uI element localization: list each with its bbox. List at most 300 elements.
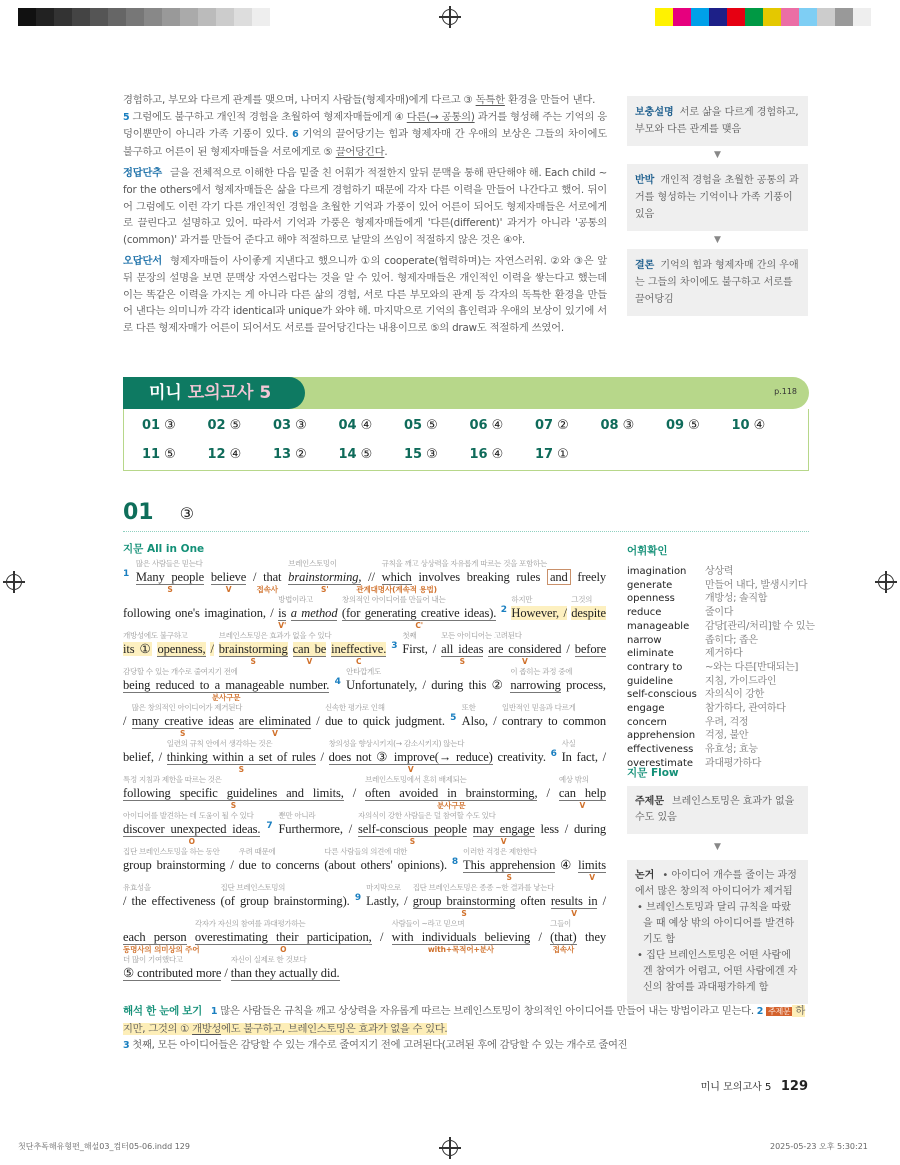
passage-text: / xyxy=(546,786,550,800)
grammar-role-label: 분사구문 xyxy=(211,693,241,702)
passage-segment xyxy=(577,570,606,584)
vocab-word: overestimate xyxy=(627,757,694,769)
korean-gloss: 더 많이 기여했다고 xyxy=(123,955,183,964)
passage-text: freely xyxy=(577,570,606,584)
grammar-role-label: S xyxy=(506,873,512,882)
passage-text: all ideas xyxy=(441,642,484,656)
passage-segment xyxy=(550,919,577,954)
vocab-list xyxy=(627,565,815,771)
passage-segment xyxy=(571,595,606,620)
passage-segment xyxy=(550,894,598,918)
answer-number: 16 xyxy=(469,447,488,462)
passage-segment xyxy=(328,739,493,774)
passage-segment xyxy=(566,642,569,656)
vocab-item xyxy=(627,702,807,716)
passage-text: process, xyxy=(566,678,606,692)
passage-text: ⑤ contributed more xyxy=(123,966,222,980)
passage-segment xyxy=(366,883,408,908)
passage-text: / xyxy=(379,930,384,944)
passage-segment xyxy=(578,858,607,882)
banner-title xyxy=(123,377,305,409)
passage-segment xyxy=(521,894,546,908)
passage-text: brainstorming, xyxy=(288,570,362,584)
passage-segment xyxy=(603,894,606,908)
passage-text: limits xyxy=(578,858,607,872)
slug-filename: 첫단추독해유형편_해설03_컴터05-06.indd 129 xyxy=(18,1142,190,1151)
korean-gloss: 각자가 자신의 참여를 과대평가하는 xyxy=(194,919,306,928)
grayscale-registration-bar xyxy=(18,8,270,26)
side-flow-top xyxy=(627,96,808,316)
vocab-item xyxy=(627,716,807,730)
wrong-answer-text: 형제자매들이 사이좋게 지낸다고 했으니까 ①의 cooperate(협력하며)는 자연스러워. ②와 ③은 앞뒤 문장의 설명을 보면 문맥상 자연스럽다는 것을 알 수 있어. 형제자매들은 개인적인 이력을 쌓는다고 했는데 이는 똑같은 이력을 가지는 게 아니라 다른 삶의 경험, 서로 다른 부모와의 관계 등 각자의 독특한 환경을 만들어 낸다는 의미니까 각각 identical과 unique가 와야 해. 마지막으로 기억의 흡인력과 우애의 보상이 있기에 서로 다른 형제자매가 어른이 되어서도 서로를 끌어당긴다는 내용이므로 ⑤의 draw도 적절하게 쓰였어. xyxy=(123,255,607,334)
passage-segment xyxy=(461,703,497,728)
answer-choice: ⑤ xyxy=(426,418,438,433)
answer-item xyxy=(470,418,536,441)
answer-choice: ② xyxy=(295,447,307,462)
passage-segment xyxy=(561,739,607,764)
sentence-number: 3 xyxy=(123,1040,130,1051)
passage-text: can help xyxy=(558,786,606,800)
passage-text: openness, xyxy=(157,642,206,656)
question-answer: ③ xyxy=(179,504,194,523)
passage-line xyxy=(123,703,606,739)
answer-number: 05 xyxy=(404,418,423,433)
wrong-answer-hint xyxy=(123,253,607,336)
flow-label: 결론 xyxy=(635,260,655,271)
wrong-answer-label: 오답단서 xyxy=(123,255,162,268)
answer-item xyxy=(404,418,470,441)
grammar-role-label: S xyxy=(459,657,465,666)
vocab-item xyxy=(627,647,807,661)
korean-gloss: 하지만 xyxy=(511,595,533,604)
text: 환경을 만들어 낸다. xyxy=(504,94,596,106)
sentence-number: 5 xyxy=(450,712,457,723)
passage-line xyxy=(123,811,606,847)
passage-segment xyxy=(324,703,445,728)
answer-choice: ③ xyxy=(164,418,176,433)
passage-text: many creative ideas xyxy=(131,714,234,728)
sentence-number: 1 xyxy=(210,1006,218,1017)
passage-segment xyxy=(365,775,538,810)
passage-text: Lastly, / xyxy=(366,894,408,908)
korean-gloss: 브레인스토밍이 xyxy=(288,559,337,568)
passage-text: / the effectiveness xyxy=(123,894,216,908)
grammar-role-label: 접속사 xyxy=(552,945,575,954)
passage-segment xyxy=(341,595,497,630)
sentence-number: 2 xyxy=(500,604,507,615)
answer-choice: ① xyxy=(557,447,569,462)
korean-gloss: 사실 xyxy=(561,739,576,748)
vocab-item xyxy=(627,675,807,689)
flow-label: 반박 xyxy=(635,175,655,186)
passage-text: self-conscious people xyxy=(358,822,467,836)
passage-flow xyxy=(627,786,808,1004)
passage-segment xyxy=(441,631,522,666)
korean-gloss: 일반적인 믿음과 다르게 xyxy=(501,703,576,712)
vocab-meaning: 상상력 xyxy=(705,566,734,577)
vocab-word: eliminate xyxy=(627,648,674,660)
underlined-word: 독특한 xyxy=(475,94,505,106)
passage-text: following one's imagination, / xyxy=(123,606,274,620)
passage-text: its ① xyxy=(123,642,153,656)
sentence-number: 7 xyxy=(266,820,273,831)
passage-segment xyxy=(123,750,162,764)
passage-text: involves breaking rules xyxy=(418,570,541,584)
passage-segment xyxy=(123,955,222,980)
passage-text: / xyxy=(316,714,320,728)
flow-label: 논거 xyxy=(635,870,655,881)
korean-gloss: 신속한 평가로 인해 xyxy=(324,703,385,712)
passage-text: results in xyxy=(550,894,598,908)
korean-gloss: 많은 창의적인 아이디어가 제거된다 xyxy=(131,703,243,712)
answer-hint-text: 글을 전체적으로 이해한 다음 밑줄 친 어휘가 적절한지 앞뒤 문맥을 통해 판단해야 해. Each child ~ for the others에서 형제자매들은 삶을 다르게 경험하기 때문에 각자 다른 이력을 만들어 나간다고 했어. 뒤이어 그럼에도 이런 각기 다른 개인적인 경험을 초월한 기억과 가풍이 있어 어른이 되어도 형제자매들은 서로에게로 끌린다고 설명하고 있어. 따라서 기억과 가풍은 형제자매들에게 '다른(different)' 과거가 아니라 '공통의(common)' 과거를 만들어 준다고 해야 적절하므로 낱말의 쓰임이 적절하지 않은 것은 ④야. xyxy=(123,167,607,246)
korean-gloss: 뿐만 아니라 xyxy=(278,811,316,820)
sentence-number: 8 xyxy=(451,856,459,867)
passage-text: each person xyxy=(123,930,187,944)
answer-hint-label: 정답단추 xyxy=(123,167,162,180)
answer-item xyxy=(732,418,798,441)
passage-text: This apprehension xyxy=(463,858,556,872)
passage-text: Furthermore, / xyxy=(278,822,353,836)
registration-crosshair-icon xyxy=(878,574,894,590)
passage-text: before xyxy=(574,642,607,656)
underlined-word: 다른(→ 공통의) xyxy=(406,110,475,123)
passage-text: and xyxy=(547,569,571,585)
korean-gloss: 자의식이 강한 사람들은 덜 참여할 수도 있다 xyxy=(358,811,496,820)
passage-text: during this ② xyxy=(431,678,505,692)
grammar-role-label: V xyxy=(407,765,414,774)
korean-gloss: 규칙을 깨고 상상력을 자유롭게 따르는 것을 포함하는 xyxy=(381,559,547,568)
flow-box-rebuttal xyxy=(627,164,808,231)
interpretation-label: 해석 한 눈에 보기 xyxy=(123,1005,202,1017)
passage-text: / xyxy=(538,930,542,944)
passage-segment xyxy=(541,822,607,836)
passage-segment xyxy=(402,631,437,656)
passage-segment xyxy=(547,570,571,584)
passage-segment xyxy=(501,703,607,728)
passage-segment xyxy=(123,606,274,620)
flow-text: 기억의 힘과 형제자매 간의 우애는 그들의 차이에도 불구하고 서로를 끌어당김 xyxy=(635,260,799,305)
passage-text: belief, / xyxy=(123,750,162,764)
korean-gloss: 그것의 xyxy=(571,595,593,604)
answer-number: 06 xyxy=(469,418,488,433)
passage-text: can be xyxy=(292,642,327,656)
passage-segment xyxy=(546,786,549,800)
grammar-role-label: V xyxy=(571,909,578,918)
answer-item xyxy=(535,418,601,441)
passage-segment xyxy=(331,642,387,666)
vocab-item xyxy=(627,743,807,757)
korean-gloss: 첫째 xyxy=(402,631,417,640)
passage-text: they xyxy=(584,930,607,944)
answer-number: 03 xyxy=(273,418,292,433)
grammar-role-label: S xyxy=(409,837,416,846)
korean-gloss: 브레인스토밍은 효과가 없을 수 있다 xyxy=(218,631,332,640)
dotted-divider xyxy=(123,531,809,532)
passage-segment xyxy=(324,847,447,872)
passage-text: group brainstorming xyxy=(412,894,516,908)
answer-key-grid xyxy=(123,409,809,471)
korean-gloss: 마지막으로 xyxy=(366,883,401,892)
passage-text: being reduced to a manageable number. xyxy=(123,678,330,692)
passage-segment xyxy=(585,930,606,944)
answer-number: 02 xyxy=(207,418,226,433)
mini-test-banner xyxy=(123,377,809,409)
explanation-section xyxy=(123,92,607,336)
question-number: 01 xyxy=(123,500,154,525)
korean-gloss: 우려 때문에 xyxy=(238,847,276,856)
text: 기억의 끌어당기는 힘과 형제자매 간 우애의 보상은 그들의 차이에도 불구하고 어른이 된 형제자매들을 서로에게로 ⑤ xyxy=(123,128,607,158)
grammar-role-label: 동명사의 의미상의 주어 xyxy=(123,945,200,954)
flow-bullet: 아이디어 개수를 줄이는 과정에서 많은 창의적 아이디어가 제거됨 xyxy=(635,870,797,897)
passage-segment xyxy=(194,919,372,954)
korean-gloss: 감당할 수 있는 개수로 줄여지기 전에 xyxy=(123,667,238,676)
flow-topic-box xyxy=(627,786,808,834)
korean-gloss: 사람들이 ~라고 믿으며 xyxy=(391,919,465,928)
korean-gloss: 많은 사람들은 믿는다 xyxy=(135,559,203,568)
banner-title-b: 모의고사 5 xyxy=(187,383,272,403)
registration-crosshair-icon xyxy=(6,574,22,590)
passage-segment xyxy=(488,642,562,666)
flow-box-conclusion xyxy=(627,249,808,316)
passage-text: despite xyxy=(571,606,606,620)
grammar-role-label: O xyxy=(188,837,195,846)
grammar-role-label: 관계대명사(계속적 용법) xyxy=(356,585,437,594)
flow-text: 개인적 경험을 초월한 공통의 과거를 형성하는 기억이나 가족 기풍이 있음 xyxy=(635,175,799,220)
answer-number: 04 xyxy=(338,418,357,433)
passage-segment xyxy=(368,570,375,584)
passage-line xyxy=(123,919,606,955)
page-reference: p.118 xyxy=(774,387,797,396)
sentence-number: 6 xyxy=(550,748,557,759)
passage-text: / that xyxy=(252,570,282,584)
korean-gloss: 일련의 규칙 안에서 생각하는 것은 xyxy=(166,739,273,748)
answer-number: 01 xyxy=(142,418,161,433)
passage-text: ④ xyxy=(560,858,574,872)
sentence-3: 첫째, 모든 아이디어들은 감당할 수 있는 개수로 줄여지기 전에 고려된다(고려된 후에 감당할 수 있는 개수로 줄여진 xyxy=(132,1039,628,1051)
korean-gloss: 집단 브레인스토밍을 하는 동안 xyxy=(123,847,220,856)
passage-segment xyxy=(291,606,338,620)
passage-segment xyxy=(538,930,541,944)
passage-line xyxy=(123,631,606,667)
answer-number: 15 xyxy=(404,447,423,462)
down-arrow-icon: ▼ xyxy=(714,150,721,160)
answer-number: 12 xyxy=(207,447,226,462)
grammar-role-label: 분사구문 xyxy=(436,801,466,810)
passage-segment xyxy=(575,642,606,656)
interpretation xyxy=(123,1003,808,1055)
grammar-role-label: C' xyxy=(415,621,423,630)
passage-text: often xyxy=(520,894,546,908)
passage-segment xyxy=(123,775,344,810)
sentence-number: 6 xyxy=(292,129,299,141)
passage-text: creativity. xyxy=(497,750,546,764)
answer-number: 11 xyxy=(142,447,161,462)
passage-text: brainstorming xyxy=(218,642,288,656)
sentence-number: 9 xyxy=(354,892,361,903)
passage-text: less / during xyxy=(540,822,607,836)
explanation-paragraph xyxy=(123,92,607,160)
korean-gloss: 브레인스토밍에서 흔히 배제되는 xyxy=(365,775,467,784)
grammar-role-label: V xyxy=(522,657,528,666)
answer-choice: ④ xyxy=(753,418,766,433)
korean-gloss: 방법이라고 xyxy=(278,595,313,604)
grammar-role-label: S xyxy=(230,801,237,810)
passage-line xyxy=(123,847,606,883)
passage-text: may engage xyxy=(472,822,535,836)
passage-segment xyxy=(166,739,316,774)
vocab-meaning: 좁히다; 좁은 xyxy=(705,634,758,646)
vocab-meaning: 개방성; 솔직함 xyxy=(705,593,768,605)
passage-segment xyxy=(123,883,216,908)
answer-choice: ④ xyxy=(229,447,242,462)
passage-text: due to quick judgment. xyxy=(324,714,445,728)
passage-text: (about others' opinions). xyxy=(324,858,447,872)
korean-gloss: 다른 사람들의 의견에 대한 xyxy=(324,847,407,856)
answer-item xyxy=(142,447,208,470)
passage-text: contrary to common xyxy=(501,714,607,728)
vocab-word: reduce xyxy=(627,607,662,619)
passage-text: are considered xyxy=(488,642,562,656)
vocab-meaning: 만들어 내다, 발생시키다 xyxy=(705,579,808,591)
passage-text: with individuals believing xyxy=(391,930,531,944)
passage-segment xyxy=(131,703,243,738)
passage-text: // xyxy=(368,570,375,584)
passage-text: believe xyxy=(210,570,247,584)
vocab-meaning: 참가하다, 관여하다 xyxy=(705,703,786,715)
passage-line xyxy=(123,667,606,703)
passage-segment xyxy=(472,822,535,846)
passage-text: In fact, / xyxy=(561,750,607,764)
flow-label: 주제문 xyxy=(635,796,664,807)
grammar-role-label: V xyxy=(306,657,313,666)
grammar-role-label: 접속사 xyxy=(256,585,278,594)
answer-item xyxy=(666,418,732,441)
flow-box-supplement xyxy=(627,96,808,146)
passage-segment xyxy=(123,667,330,702)
vocab-word: self-conscious xyxy=(627,689,697,701)
flow-bullet: 브레인스토밍과 달리 규칙을 따랐을 때 예상 밖의 아이디어를 발견하기도 함 xyxy=(643,902,795,945)
passage-segment xyxy=(320,750,323,764)
passage-segment xyxy=(463,847,556,882)
vocab-meaning: 감당[관리/처리]할 수 있는 xyxy=(705,620,815,632)
down-arrow-icon: ▼ xyxy=(714,842,721,852)
grammar-role-label: V xyxy=(500,837,507,846)
passage-line xyxy=(123,595,606,631)
answer-choice: ⑤ xyxy=(360,447,373,462)
passage-segment xyxy=(511,595,567,620)
vocab-item xyxy=(627,688,807,702)
flow-label: 보충설명 xyxy=(635,107,674,118)
korean-gloss: 또한 xyxy=(461,703,476,712)
answer-choice: ③ xyxy=(426,447,438,462)
answer-choice: ⑤ xyxy=(164,447,176,462)
answer-number: 09 xyxy=(666,418,685,433)
answer-item xyxy=(339,418,405,441)
vocab-word: openness xyxy=(627,593,675,605)
answer-item xyxy=(142,418,208,441)
passage-text: / xyxy=(123,714,127,728)
passage-segment xyxy=(278,811,353,836)
grammar-role-label: V xyxy=(225,585,232,594)
answer-number: 10 xyxy=(731,418,750,433)
passage-text: (for generating creative ideas). xyxy=(341,606,497,620)
korean-gloss: 안타깝게도 xyxy=(346,667,381,676)
vocab-meaning: 유효성; 효능 xyxy=(705,744,758,756)
passage-segment xyxy=(358,811,496,846)
passage-line xyxy=(123,955,606,991)
vocab-meaning: 지침, 가이드라인 xyxy=(705,675,777,687)
korean-gloss: 개방성에도 불구하고 xyxy=(123,631,188,640)
korean-gloss: 예상 밖의 xyxy=(558,775,589,784)
passage-segment xyxy=(558,775,606,810)
text: 과거를 형성해 주는 기억의 응덩이뿐만이 아니라 가족 기풍이 있다. xyxy=(123,110,607,141)
passage-text: following specific guidelines and limits, xyxy=(123,786,344,800)
passage-text: than they actually did. xyxy=(230,966,340,980)
answer-choice: ④ xyxy=(491,447,504,462)
passage-segment xyxy=(123,847,234,872)
underlined-word: 개방성 xyxy=(192,1022,222,1035)
answer-number: 17 xyxy=(535,447,554,462)
vocab-meaning: 줄이다 xyxy=(705,607,734,619)
answer-item xyxy=(208,418,274,441)
passage-text: due to concerns xyxy=(238,858,320,872)
sentence-number: 1 xyxy=(123,568,130,579)
passage-segment xyxy=(252,570,282,594)
passage-text: However, / xyxy=(511,606,567,620)
vocab-word: guideline xyxy=(627,675,674,687)
sentence-number: 2 xyxy=(756,1006,764,1017)
passage-segment xyxy=(278,595,313,630)
vocab-item xyxy=(627,579,807,593)
vocab-meaning: 자의식이 강한 xyxy=(705,689,765,701)
vocab-word: contrary to xyxy=(627,661,683,673)
passage-text: First, / xyxy=(402,642,437,656)
registration-crosshair-icon xyxy=(442,9,458,25)
answer-item xyxy=(601,418,667,441)
answer-item xyxy=(208,447,274,470)
passage-text: often avoided in brainstorming, xyxy=(365,786,538,800)
grammar-role-label: S xyxy=(250,657,256,666)
passage-text: discover unexpected ideas. xyxy=(123,822,261,836)
korean-gloss: 집단 브레인스토밍은 종종 ~한 결과를 낳는다 xyxy=(412,883,555,892)
korean-gloss: 창의적인 아이디어를 만들어 내는 xyxy=(341,595,446,604)
annotated-passage xyxy=(123,559,606,991)
passage-text: which xyxy=(381,570,412,584)
down-arrow-icon: ▼ xyxy=(714,235,721,245)
vocab-item xyxy=(627,592,807,606)
passage-segment xyxy=(498,750,546,764)
passage-text: Also, / xyxy=(461,714,497,728)
answer-hint xyxy=(123,165,607,248)
answer-number: 07 xyxy=(535,418,554,433)
answer-item xyxy=(273,418,339,441)
flow-text: 브레인스토밍은 효과가 없을 수도 있음 xyxy=(635,796,795,823)
passage-segment xyxy=(238,847,320,872)
vocab-item xyxy=(627,565,807,579)
vocab-word: apprehension xyxy=(627,730,696,742)
vocab-meaning: 과대평가하다 xyxy=(705,757,762,769)
slug-date: 2025-05-23 오후 5:30:21 xyxy=(770,1142,868,1151)
answer-item xyxy=(404,447,470,470)
page-footer xyxy=(701,1078,808,1094)
passage-text: / xyxy=(352,786,357,800)
passage-text: / xyxy=(210,642,214,656)
vocab-meaning: ~와는 다른[반대되는] xyxy=(705,661,799,673)
passage-text: (that) xyxy=(550,930,577,944)
grammar-role-label: S xyxy=(461,909,467,918)
passage-segment xyxy=(230,955,340,980)
